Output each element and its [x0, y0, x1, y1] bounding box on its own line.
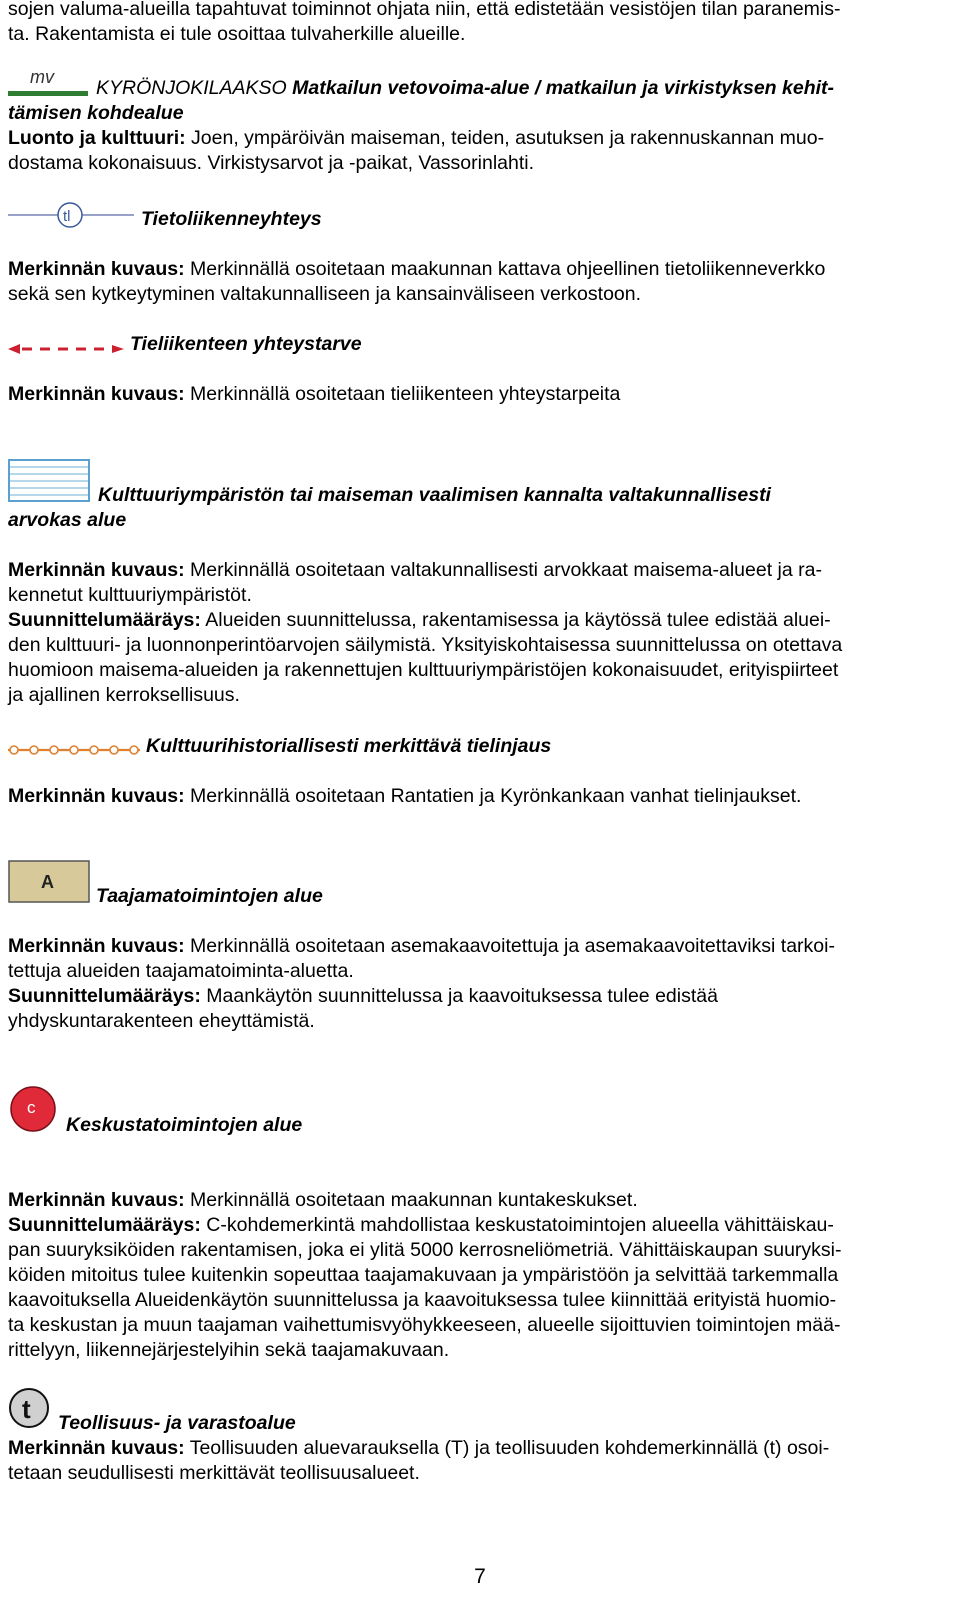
industry-desc-line-1: Merkinnän kuvaus: Teollisuuden aluevarauksella (T) ja teollisuuden kohdemerkinnällä (t) osoi-	[8, 1437, 830, 1459]
historic-desc-line-1: Merkinnän kuvaus: Merkinnällä osoitetaan Rantatien ja Kyrönkankaan vanhat tielinjaukset.	[8, 785, 802, 807]
center-reg-line-3: köiden mitoitus tulee kuitenkin sopeuttaa taajamakuvaan ja ympäristöön ja selvittää tarkemmalla	[8, 1264, 839, 1286]
culture-title-line-2: arvokas alue	[8, 509, 127, 531]
culture-desc-line-1: Merkinnän kuvaus: Merkinnällä osoitetaan valtakunnallisesti arvokkaat maisema-alueet ja ra-	[8, 559, 822, 581]
urban-symbol-text: A	[41, 872, 54, 892]
tl-desc-line-2: sekä sen kytkeytyminen valtakunnalliseen ja kansainväliseen verkostoon.	[8, 283, 642, 305]
urban-reg-line-2: yhdyskuntarakenteen eheyttämistä.	[8, 1010, 315, 1032]
road-title: Tieliikenteen yhteystarve	[130, 333, 362, 355]
culture-reg-line-4: ja ajallinen kerroksellisuus.	[8, 684, 240, 706]
mv-title: KYRÖNJOKILAAKSO Matkailun vetovoima-alue / matkailun ja virkistyksen kehit-	[96, 77, 835, 99]
urban-reg-line-1: Suunnittelumääräys: Maankäytön suunnittelussa ja kaavoituksessa tulee edistää	[8, 985, 718, 1007]
center-legend-icon	[8, 1084, 60, 1142]
urban-title: Taajamatoimintojen alue	[96, 885, 323, 907]
tl-legend-icon	[8, 200, 136, 238]
center-symbol-text: c	[27, 1098, 36, 1117]
center-reg-line-6: rittelyyn, liikennejärjestelyihin sekä taajamakuvaan.	[8, 1339, 450, 1361]
urban-desc-line-1: Merkinnän kuvaus: Merkinnällä osoitetaan asemakaavoitettuja ja asemakaavoitettaviksi tarkoi-	[8, 935, 835, 957]
mv-title-line-2: tämisen kohdealue	[8, 102, 184, 124]
mv-symbol-text: mv	[30, 67, 54, 87]
center-desc-line-1: Merkinnän kuvaus: Merkinnällä osoitetaan maakunnan kuntakeskukset.	[8, 1189, 638, 1211]
tl-symbol-text: tl	[63, 208, 71, 225]
page-number: 7	[474, 1565, 486, 1588]
industry-legend-icon	[8, 1387, 54, 1439]
historic-title: Kulttuurihistoriallisesti merkittävä tielinjaus	[146, 735, 552, 757]
intro-line-1: sojen valuma-alueilla tapahtuvat toiminnot ohjata niin, että edistetään vesistöjen tilan paranemis-	[8, 0, 841, 20]
center-title: Keskustatoimintojen alue	[66, 1114, 303, 1136]
road-legend-icon	[8, 340, 126, 364]
industry-symbol-text: t	[22, 1394, 31, 1424]
mv-legend-icon	[8, 66, 90, 106]
industry-desc-line-2: tetaan seudullisesti merkittävät teollisuusalueet.	[8, 1462, 420, 1484]
center-reg-line-2: pan suuryksiköiden rakentamisen, joka ei ylitä 5000 kerrosneliömetriä. Vähittäiskaupan suuryksi-	[8, 1239, 842, 1261]
road-desc-line-1: Merkinnän kuvaus: Merkinnällä osoitetaan tieliikenteen yhteystarpeita	[8, 383, 621, 405]
culture-legend-icon	[8, 459, 92, 511]
intro-line-2: ta. Rakentamista ei tule osoittaa tulvaherkille alueille.	[8, 23, 466, 45]
tl-desc-line-1: Merkinnän kuvaus: Merkinnällä osoitetaan maakunnan kattava ohjeellinen tietoliikenneverkko	[8, 258, 826, 280]
mv-desc-line-2: dostama kokonaisuus. Virkistysarvot ja -paikat, Vassorinlahti.	[8, 152, 535, 174]
industry-title: Teollisuus- ja varastoalue	[58, 1412, 296, 1434]
center-reg-line-5: ta keskustan ja muun taajaman vaihettumisvyöhykkeeseen, alueelle sijoittuvien toimintojen mää-	[8, 1314, 841, 1336]
center-reg-line-4: kaavoituksella Alueidenkäytön suunnittelussa ja kaavoituksessa tulee kiinnittää erityistä huomio-	[8, 1289, 837, 1311]
culture-reg-line-1: Suunnittelumääräys: Alueiden suunnittelussa, rakentamisessa ja käytössä tulee edistää aluei-	[8, 609, 831, 631]
tl-title: Tietoliikenneyhteys	[141, 208, 322, 230]
center-reg-line-1: Suunnittelumääräys: C-kohdemerkintä mahdollistaa keskustatoimintojen alueella vähittäiskau-	[8, 1214, 834, 1236]
culture-reg-line-2: den kulttuuri- ja luonnonperintöarvojen säilymistä. Yksityiskohtaisessa suunnittelussa on otettava	[8, 634, 843, 656]
culture-title: Kulttuuriympäristön tai maiseman vaalimisen kannalta valtakunnallisesti	[98, 484, 771, 506]
urban-desc-line-2: tettuja alueiden taajamatoiminta-aluetta.	[8, 960, 354, 982]
mv-desc-line-1: Luonto ja kulttuuri: Joen, ympäröivän maiseman, teiden, asutuksen ja rakennuskannan muo-	[8, 127, 825, 149]
culture-desc-line-2: kennetut kulttuuriympäristöt.	[8, 584, 252, 606]
historic-legend-icon	[8, 740, 142, 763]
urban-legend-icon	[8, 860, 92, 912]
culture-reg-line-3: huomioon maisema-alueiden ja rakennettujen kulttuuriympäristöjen kokonaisuudet, erityispiirteet	[8, 659, 839, 681]
